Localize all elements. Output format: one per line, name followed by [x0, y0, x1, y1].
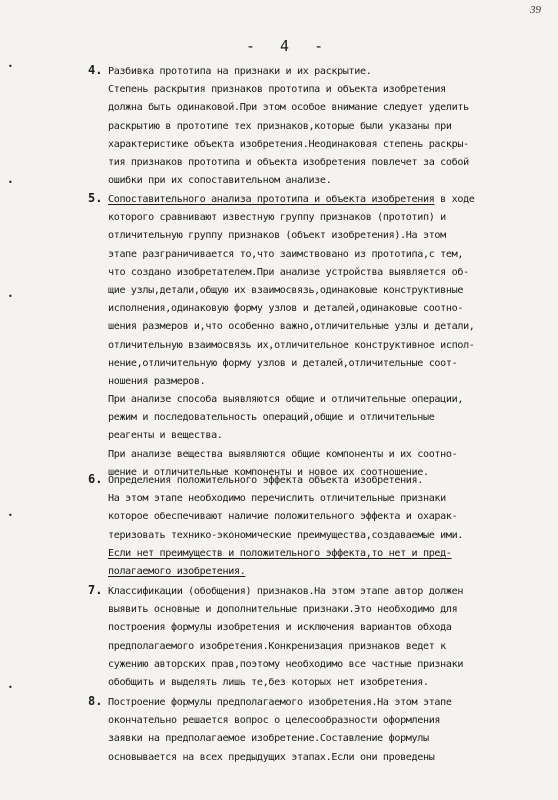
hole-punch-mark: •: [8, 62, 13, 71]
text-line: сужению авторских прав,поэтому необходимо все частные признаки: [108, 658, 464, 670]
text-line: На этом этапе необходимо перечислить отличительные признаки: [108, 493, 446, 505]
text-line: Определения положительного эффекта объекта изобретения.: [108, 475, 423, 486]
text-line: Разбивка прототипа на признаки и их раскрытие.: [108, 66, 372, 77]
text-line: тия признаков прототипа и объекта изобретения повлечет за собой: [108, 156, 469, 168]
text-line: При анализе вещества выявляются общие компоненты и их соотно-: [108, 448, 458, 460]
section-number: 6.: [88, 472, 103, 486]
text-line: характеристике объекта изобретения.Неодинаковая степень раскры-: [108, 138, 469, 150]
text-line: отличительную взаимосвязь их,отличительное конструктивное испол-: [108, 339, 475, 351]
section-number: 8.: [88, 694, 103, 708]
section-number: 4.: [88, 63, 103, 77]
text-line: отличительную группу признаков (объект изобретения).На этом: [108, 230, 446, 242]
section-body: [108, 583, 463, 692]
text-line: щие узлы,детали,общую их взаимосвязь,одинаковые конструктивные: [108, 284, 464, 296]
text-line: должна быть одинаковой.При этом особое внимание следует уделить: [108, 102, 469, 114]
text-line: режим и последовательность операций,общие и отличительные: [108, 412, 435, 424]
hole-punch-mark: •: [8, 292, 13, 301]
text-line: ношения размеров.: [108, 375, 206, 387]
hole-punch-mark: •: [8, 178, 13, 187]
text-line: шение и отличительные компоненты и новое их соотношение.: [108, 466, 429, 478]
underlined-heading: Сопоставительного анализа прототипа и объекта изобретения: [108, 194, 435, 205]
text-line: этапе разграничивается то,что заимствовано из прототипа,с тем,: [108, 248, 464, 260]
text-line: основывается на всех предыдущих этапах.Если они проведены: [108, 751, 435, 763]
section-body: [108, 63, 469, 190]
heading-continuation: в ходе: [434, 194, 475, 205]
text-line: [108, 545, 463, 563]
text-line: нение,отличительную форму узлов и деталей,отличительные соот-: [108, 357, 458, 369]
text-line: окончательно решается вопрос о целесообразности оформления: [108, 715, 441, 727]
text-line: Степень раскрытия признаков прототипа и объекта изобретения: [108, 84, 446, 96]
hole-punch-mark: •: [8, 511, 13, 520]
text-line: При анализе способа выявляются общие и отличительные операции,: [108, 394, 464, 406]
text-line: которого сравнивают известную группу признаков (прототип) и: [108, 212, 446, 224]
text-line: предполагаемого изобретения.Конкренизация признаков ведет к: [108, 640, 446, 652]
text-line: Классификации (обобщения) признаков.На этом этапе автор должен: [108, 586, 464, 597]
text-line: раскрытию в прототипе тех признаков,которые были указаны при: [108, 120, 452, 132]
page-number: - 4 -: [246, 37, 332, 55]
text-line: выявить основные и дополнительные признаки.Это необходимо для: [108, 604, 458, 616]
text-line: ошибки при их сопоставительном анализе.: [108, 175, 332, 187]
underlined-text: полагаемого изобретения.: [108, 565, 246, 577]
underlined-text: Если нет преимуществ и положительного эффекта,то нет и пред-: [108, 547, 452, 559]
archive-number: 39: [530, 4, 541, 16]
text-line: [108, 191, 475, 209]
section-body: [108, 472, 463, 581]
text-line: теризовать технико-экономические преимущества,создаваемые ими.: [108, 529, 464, 541]
section-number: 5.: [88, 191, 103, 205]
text-line: Построение формулы предполагаемого изобретения.На этом этапе: [108, 697, 452, 708]
section-body: [108, 191, 475, 482]
text-line: обобщить и выделять лишь те,без которых нет изобретения.: [108, 676, 429, 688]
section-body: [108, 694, 452, 767]
section-number: 7.: [88, 583, 103, 597]
text-line: которое обеспечивают наличие положительного эффекта и охарак-: [108, 511, 458, 523]
text-line: что создано изобретателем.При анализе устройства выявляется об-: [108, 266, 469, 278]
text-line: исполнения,одинаковую форму узлов и деталей,одинаковые соотно-: [108, 303, 464, 315]
text-line: реагенты и вещества.: [108, 430, 223, 442]
text-line: построения формулы изобретения и исключения вариантов обхода: [108, 622, 452, 634]
text-line: [108, 563, 463, 581]
text-line: шения размеров и,что особенно важно,отличительные узлы и детали,: [108, 321, 475, 333]
hole-punch-mark: •: [8, 683, 13, 692]
text-line: заявки на предполагаемое изобретение.Составление формулы: [108, 733, 429, 745]
